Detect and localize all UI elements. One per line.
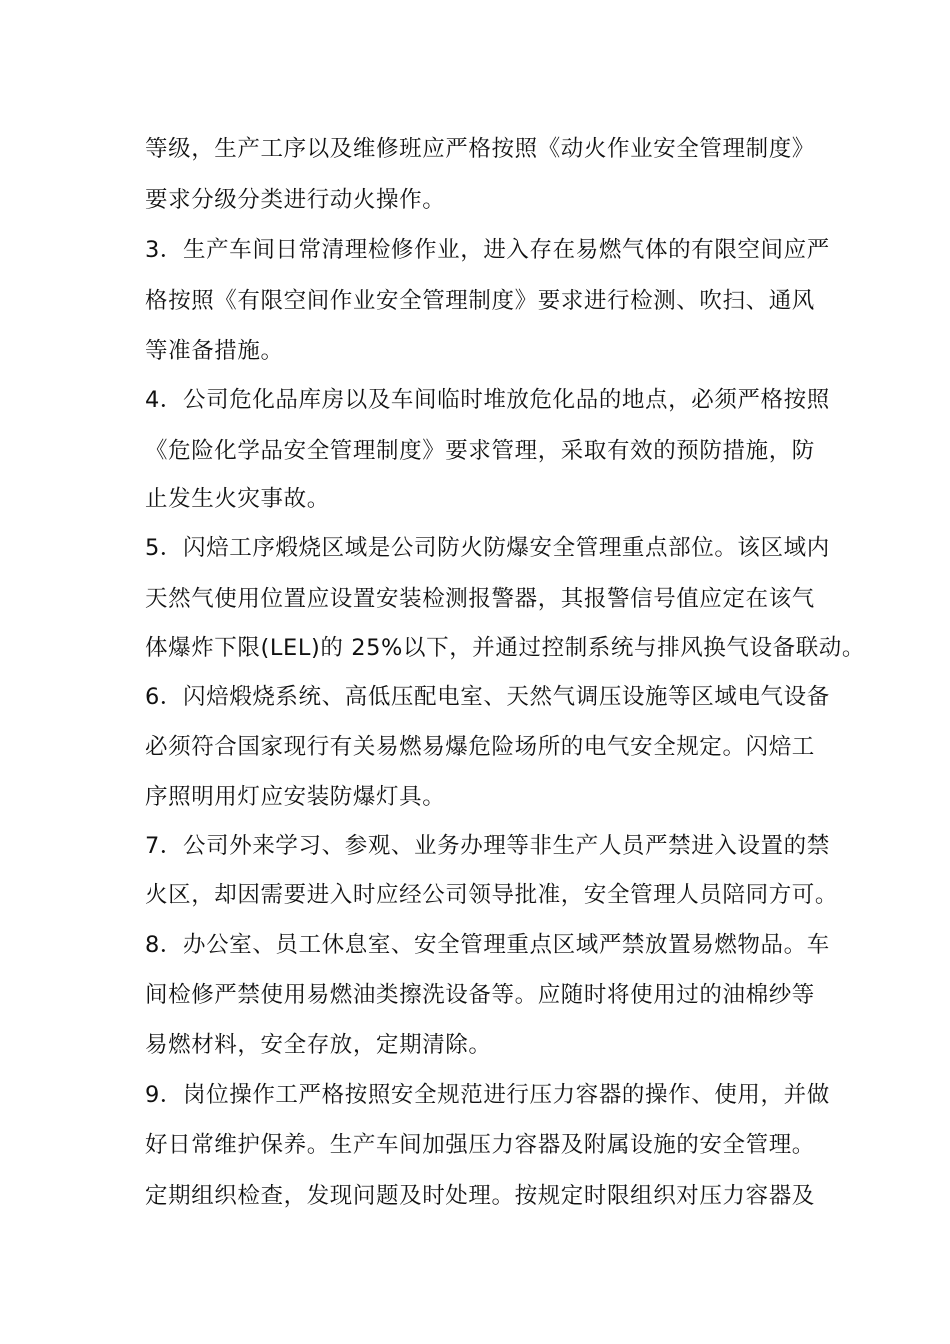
- text-line: 定期组织检查，发现问题及时处理。按规定时限组织对压力容器及: [145, 1183, 815, 1209]
- text-line: 体爆炸下限(LEL)的 25%以下，并通过控制系统与排风换气设备联动。: [145, 635, 866, 661]
- list-item-9-line: 9．岗位操作工严格按照安全规范进行压力容器的操作、使用，并做: [145, 1082, 830, 1108]
- text-line: 序照明用灯应安装防爆灯具。: [145, 784, 446, 810]
- text-line: 《危险化学品安全管理制度》要求管理，采取有效的预防措施，防: [145, 438, 815, 464]
- text-line: 等准备措施。: [145, 338, 284, 364]
- text-line: 等级，生产工序以及维修班应严格按照《动火作业安全管理制度》: [145, 136, 815, 162]
- list-item-5-line: 5．闪焙工序煅烧区域是公司防火防爆安全管理重点部位。该区域内: [145, 535, 830, 561]
- text-line: 必须符合国家现行有关易燃易爆危险场所的电气安全规定。闪焙工: [145, 734, 815, 760]
- text-line: 火区，却因需要进入时应经公司领导批准，安全管理人员陪同方可。: [145, 882, 839, 908]
- list-item-4-line: 4．公司危化品库房以及车间临时堆放危化品的地点，必须严格按照: [145, 387, 830, 413]
- list-item-7-line: 7．公司外来学习、参观、业务办理等非生产人员严禁进入设置的禁: [145, 833, 830, 859]
- text-line: 要求分级分类进行动火操作。: [145, 187, 446, 213]
- text-line: 间检修严禁使用易燃油类擦洗设备等。应随时将使用过的油棉纱等: [145, 982, 815, 1008]
- text-line: 易燃材料，安全存放，定期清除。: [145, 1032, 492, 1058]
- list-item-8-line: 8．办公室、员工休息室、安全管理重点区域严禁放置易燃物品。车: [145, 932, 830, 958]
- list-item-6-line: 6．闪焙煅烧系统、高低压配电室、天然气调压设施等区域电气设备: [145, 684, 830, 710]
- list-item-3-line: 3．生产车间日常清理检修作业，进入存在易燃气体的有限空间应严: [145, 237, 830, 263]
- text-line: 止发生火灾事故。: [145, 486, 330, 512]
- text-line: 格按照《有限空间作业安全管理制度》要求进行检测、吹扫、通风: [145, 288, 815, 314]
- text-line: 好日常维护保养。生产车间加强压力容器及附属设施的安全管理。: [145, 1132, 815, 1158]
- text-line: 天然气使用位置应设置安装检测报警器，其报警信号值应定在该气: [145, 586, 815, 612]
